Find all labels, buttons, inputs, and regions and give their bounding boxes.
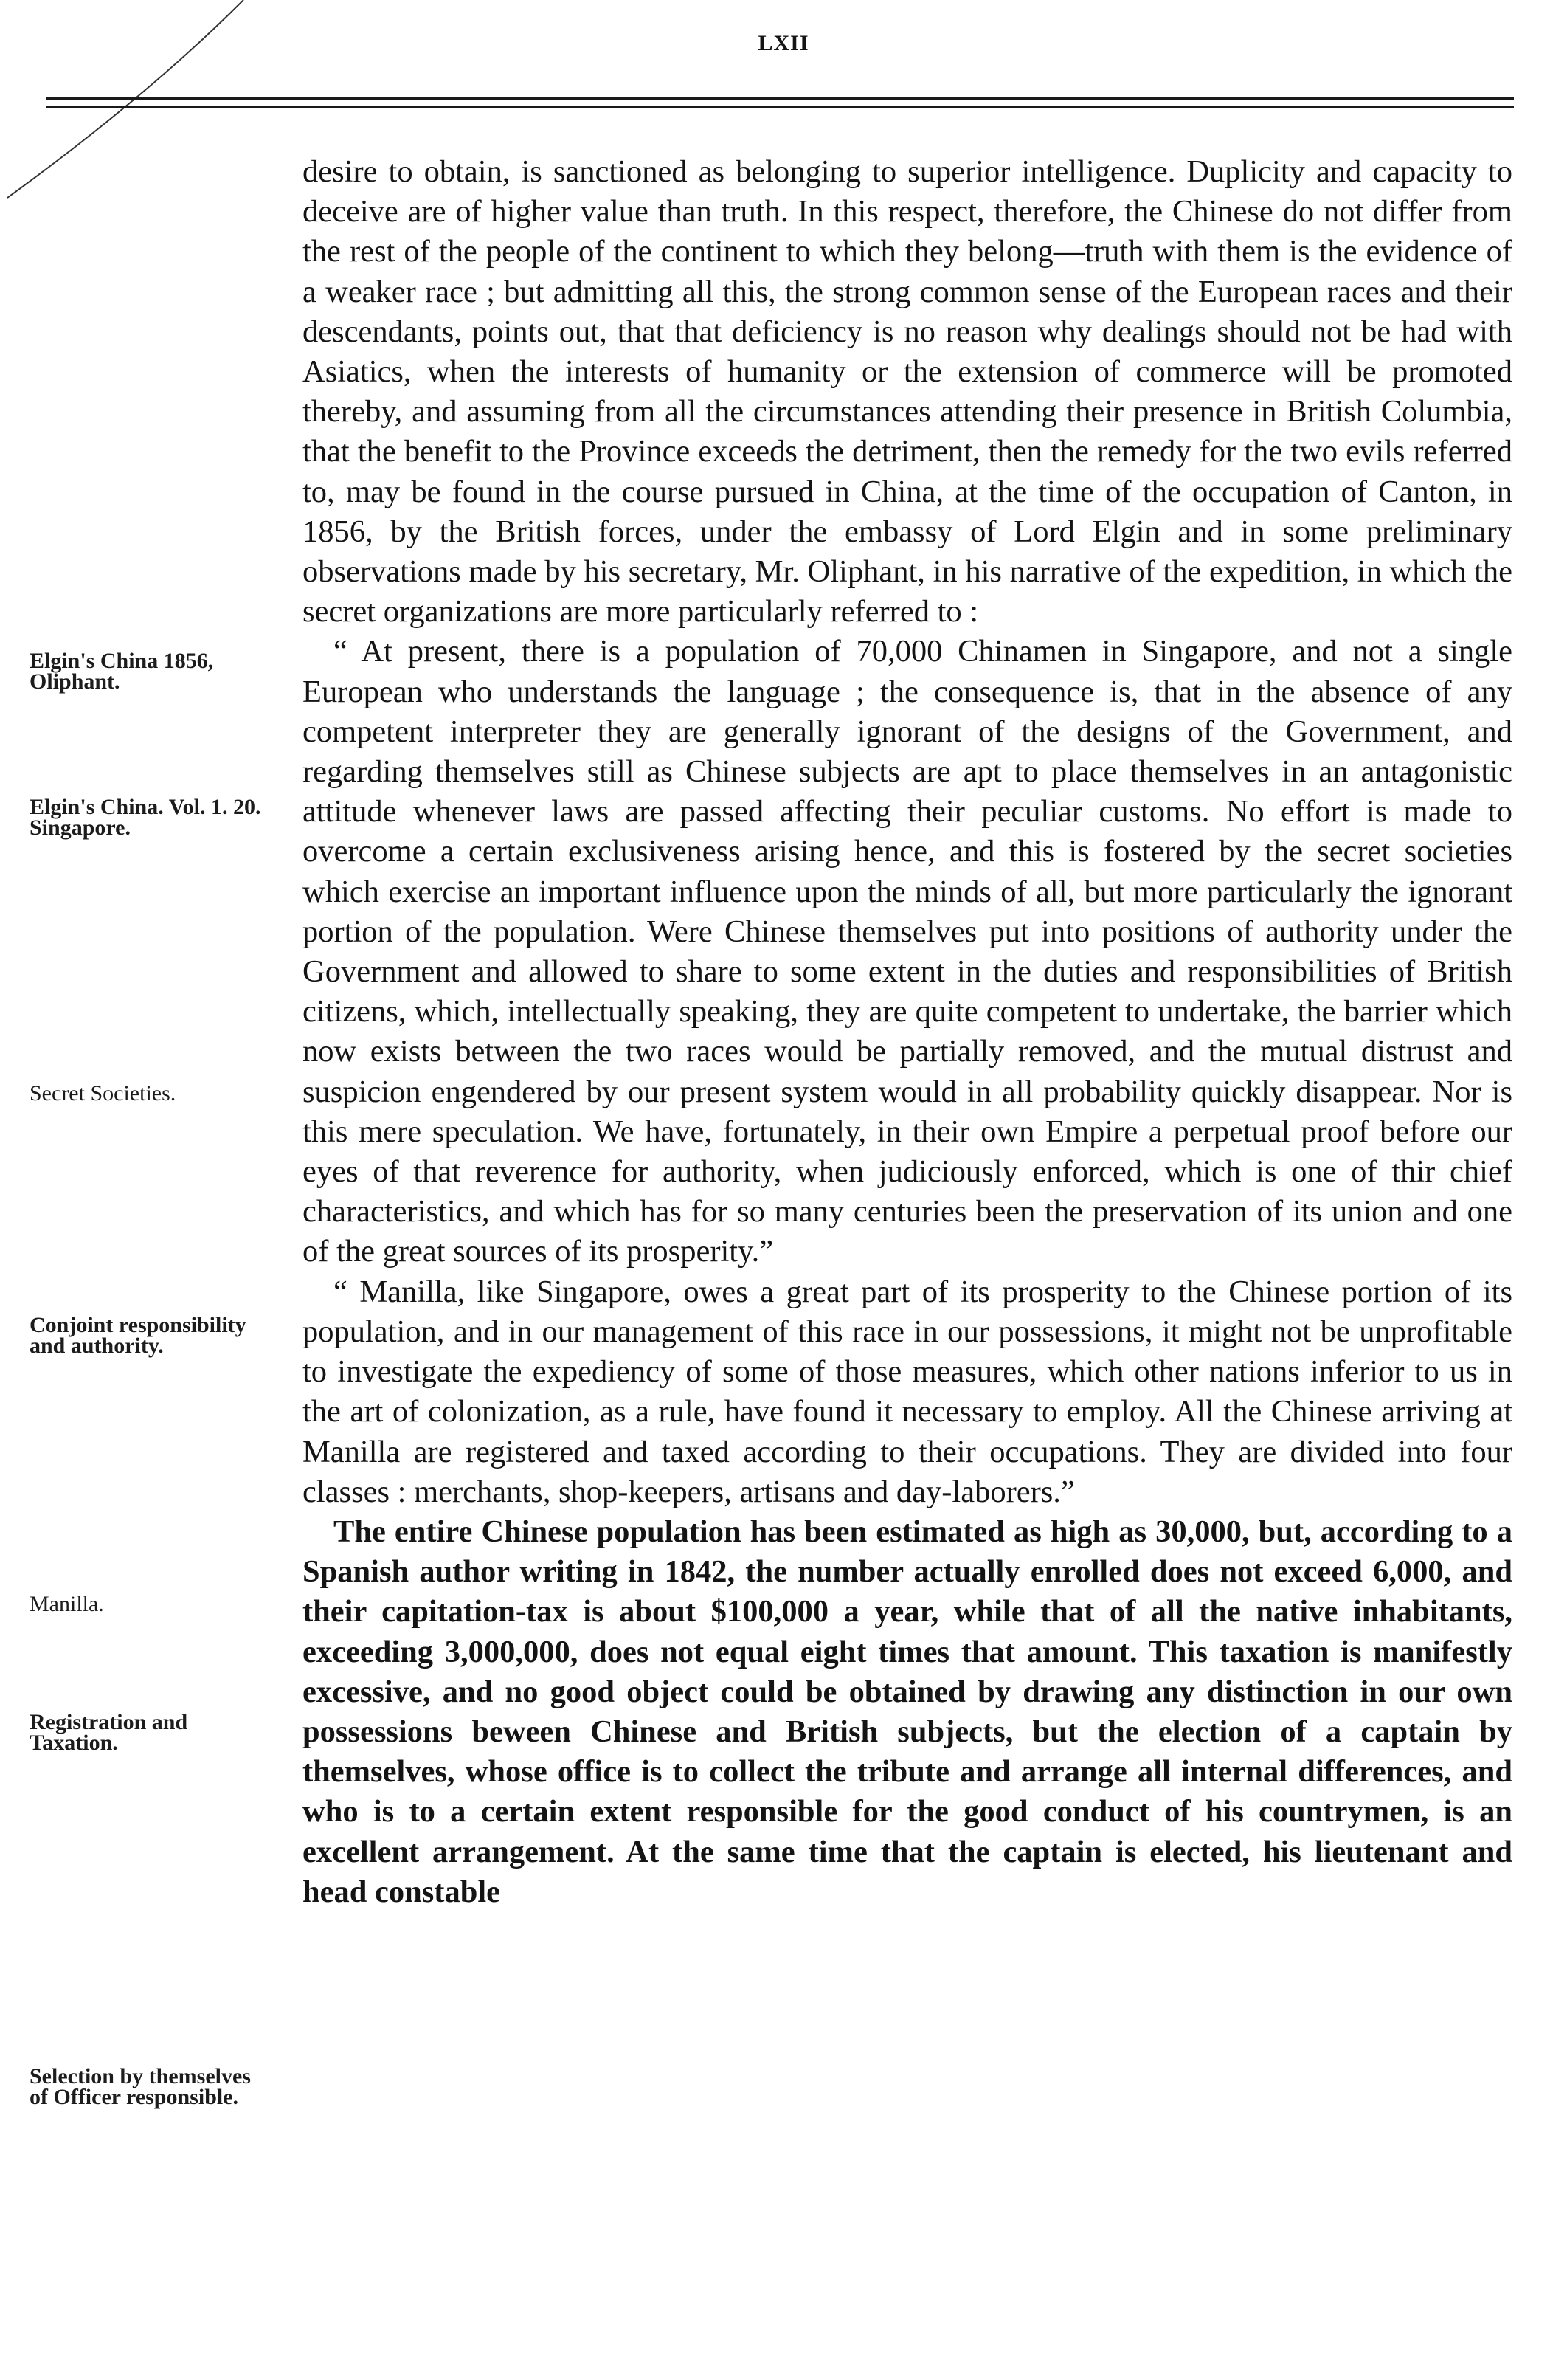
margin-note-elgin-singapore: Elgin's China. Vol. 1. 20. Singapore. (30, 795, 261, 840)
margin-note-selection-officer: Selection by themselves of Officer responsible. (30, 2064, 251, 2109)
margin-note-secret-societies: Secret Societies. (30, 1081, 176, 1106)
margin-note-manilla: Manilla. (30, 1592, 104, 1616)
header-rule-thin (46, 106, 1514, 108)
header-rule-thick (46, 97, 1514, 100)
margin-note-elgin-oliphant: Elgin's China 1856, Oliphant. (30, 649, 214, 694)
paragraph-singapore-quote: “ At present, there is a population of 70,000 Chinamen in Singapore, and not a single European who understands the language ; the consequence is, that in the absence of any competent interpreter they are generally ignorant of the designs of the Government, and regarding themselves still as Chinese subjects are apt to place themselves in an antagonistic attitude whenever laws are passed affecting their peculiar customs. No effort is made to overcome a certain exclusiveness arising hence, and this is fostered by the secret societies which exercise an important influence upon the minds of all, but more particularly the ignorant portion of the population. Were Chinese themselves put into positions of authority under the Government and allowed to share to some extent in the duties and responsibilities of British citizens, which, intellectually speaking, they are quite competent to undertake, the barrier which now exists between the two races would be partially removed, and the mutual distrust and suspicion engendered by our present system would in all probability quickly disappear. Nor is this mere speculation. We have, fortunately, in their own Empire a perpetual proof before our eyes of that reverence for authority, when judiciously enforced, which is one of thir chief characteristics, and which has for so many centuries been the preservation of its union and one of the great sources of its prosperity.” (302, 634, 1512, 1269)
margin-note-registration-taxation: Registration and Taxation. (30, 1710, 188, 1755)
page-number: LXII (758, 31, 809, 55)
paragraph-chinese-population: The entire Chinese population has been estimated as high as 30,000, but, according to a Spanish author writing in 1842, the number actually enrolled does not exceed 6,000, and their capitation-tax is about $100,000 a year, while that of all the native inhabitants, exceeding 3,000,000, does not equal eight times that amount. This taxation is manifestly excessive, and no good object could be obtained by drawing any distinction in our own possessions beween Chinese and British subjects, but the election of a captain by themselves, whose office is to collect the tribute and arrange all internal differences, and who is to a certain extent responsible for the good conduct of his countrymen, is an excellent arrangement. At the same time that the captain is elected, his lieutenant and head constable (302, 1514, 1512, 1909)
margin-note-conjoint-responsibility: Conjoint responsibility and authority. (30, 1313, 246, 1358)
paragraph-manilla-quote: “ Manilla, like Singapore, owes a great part of its prosperity to the Chinese portion of its population, and in our management of this race in our possessions, it might not be unprofitable to investigate the expediency of some of those measures, which other nations inferior to us in the art of colonization, as a rule, have found it necessary to employ. All the Chinese arriving at Manilla are registered and taxed according to their occupations. They are divided into four classes : merchants, shop-keepers, artisans and day-laborers.” (302, 1274, 1512, 1509)
paragraph-continuation: desire to obtain, is sanctioned as belonging to superior intelligence. Duplicity and capacity to deceive are of higher value than truth. In this respect, therefore, the Chinese do not differ from the rest of the people of the continent to which they belong—truth with them is the evidence of a weaker race ; but admitting all this, the strong common sense of the European races and their descendants, points out, that that deficiency is no reason why dealings should not be had with Asiatics, when the interests of humanity or the extension of commerce will be promoted thereby, and assuming from all the circumstances attending their presence in British Columbia, that the benefit to the Province exceeds the detriment, then the remedy for the two evils referred to, may be found in the course pursued in China, at the time of the occupation of Canton, in 1856, by the British forces, under the embassy of Lord Elgin and in some preliminary observations made by his secretary, Mr. Oliphant, in his narrative of the expedition, in which the secret organizations are more particularly referred to : (302, 154, 1512, 630)
body-text (302, 152, 1512, 1912)
